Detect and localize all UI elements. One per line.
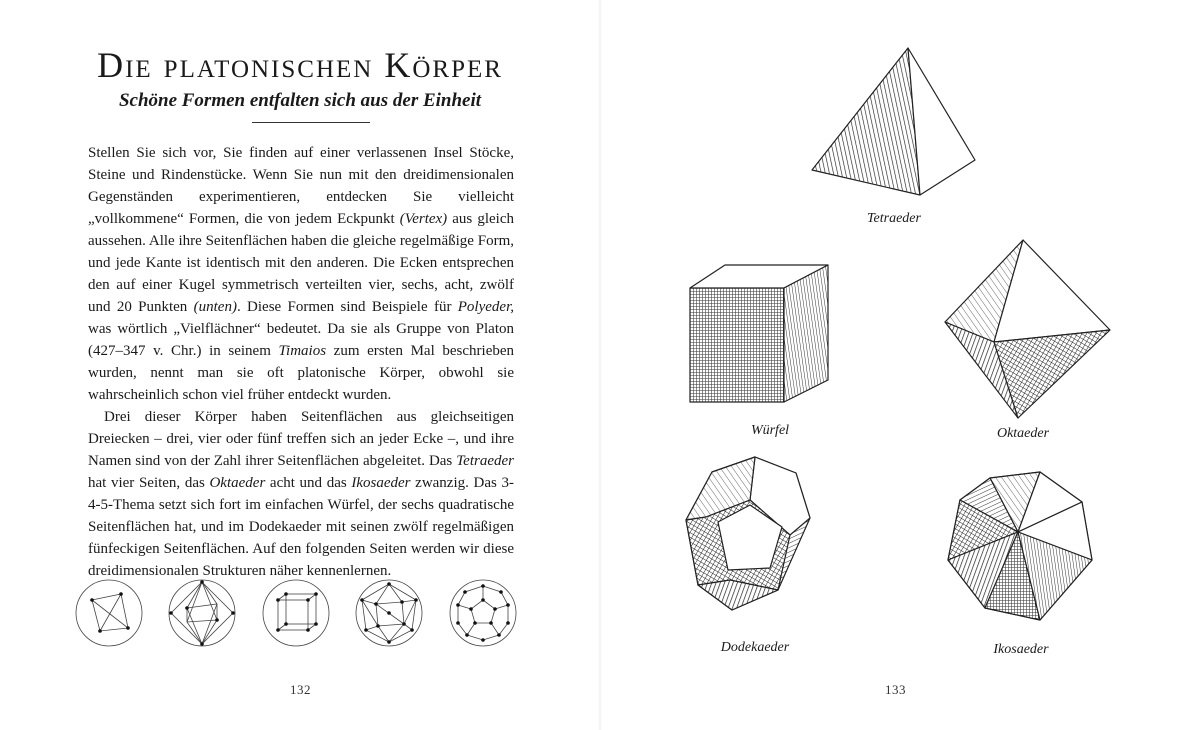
dodecahedron-figure	[686, 457, 810, 610]
text-run: . Diese Formen sind Beispiele für	[236, 299, 458, 315]
paragraph-1	[88, 142, 514, 406]
octahedron-figure	[945, 240, 1110, 418]
caption-wuerfel: Würfel	[750, 423, 790, 438]
right-page	[600, 0, 1200, 730]
emphasized-term: Timaios	[278, 343, 327, 359]
tetrahedron-in-sphere-icon	[76, 580, 142, 646]
paragraph-2	[88, 406, 514, 582]
caption-ikosaeder: Ikosaeder	[993, 642, 1049, 657]
caption-tetraeder: Tetraeder	[867, 211, 921, 226]
octahedron-in-sphere-icon	[169, 580, 235, 646]
page-subtitle: Schöne Formen entfalten sich aus der Einheit	[118, 90, 482, 111]
page-number-right: 133	[885, 682, 906, 697]
text-run: zwanzig. Das 3-4-5-Thema setzt sich fort im einfachen Würfel, der sechs quadratische Seitenflächen hat, und im Dodekaeder mit seinen zwölf regelmäßigen fünfeckigen Seitenflächen. Auf den folgenden Seiten werden wir diese dreidimensionalen Strukturen näher kennenlernen.	[88, 475, 515, 579]
text-run: Stellen Sie sich vor, Sie finden auf einer verlassenen Insel Stöcke, Steine und Rindenstücke. Wenn Sie nun mit den dreidimensionalen Gegenständen experimentieren, entdecken Sie vielleicht „vollkommene“ Formen, die von jedem Eckpunkt	[88, 145, 514, 227]
caption-oktaeder: Oktaeder	[996, 426, 1050, 441]
text-run: was wörtlich „Vielflächner“ bedeutet. Da sie als Gruppe von Platon (427–347 v. Chr.) in seinem	[88, 321, 514, 359]
icosahedron-figure	[948, 472, 1092, 620]
page-number-left: 132	[290, 682, 311, 697]
emphasized-term: Polyeder,	[457, 299, 514, 315]
dodecahedron-in-sphere-icon	[450, 580, 516, 646]
page-title: Die platonischen Körper	[97, 45, 503, 85]
cube-in-sphere-icon	[263, 580, 329, 646]
text-run: acht und das	[265, 475, 352, 491]
text-run: hat vier Seiten, das	[88, 475, 210, 491]
text-run: Drei dieser Körper haben Seitenflächen aus gleichseitigen Dreiecken – drei, vier oder fünf treffen sich an jeder Ecke –, und ihre Namen sind von der Zahl ihrer Seitenflächen abgeleitet. Das	[88, 409, 514, 469]
cube-figure	[690, 265, 828, 402]
tetrahedron-figure	[812, 48, 975, 195]
text-run: aus gleich aussehen. Alle ihre Seitenflächen haben die gleiche regelmäßige Form, und jede Kante ist identisch mit den anderen. Die Ecken entsprechen den auf einer Kugel symmetrisch verteilten vier, sechs, acht, zwölf und 20 Punkten	[88, 211, 514, 315]
polyhedra-illustrations	[600, 0, 1200, 730]
icosahedron-in-sphere-icon	[356, 580, 422, 646]
text-run: zum ersten Mal beschrieben wurden, nennt man sie oft platonische Körper, obwohl sie wahrscheinlich schon viel früher entdeckt wurden.	[88, 343, 515, 403]
emphasized-term: Oktaeder	[209, 475, 266, 491]
sphere-diagrams	[74, 578, 524, 648]
title-divider	[252, 122, 370, 123]
caption-dodekaeder: Dodekaeder	[720, 640, 790, 655]
emphasized-term: Ikosaeder	[351, 475, 411, 491]
emphasized-term: Tetraeder	[456, 453, 514, 469]
emphasized-term: (unten)	[193, 299, 237, 315]
emphasized-term: (Vertex)	[399, 211, 448, 227]
body-text	[88, 142, 514, 582]
